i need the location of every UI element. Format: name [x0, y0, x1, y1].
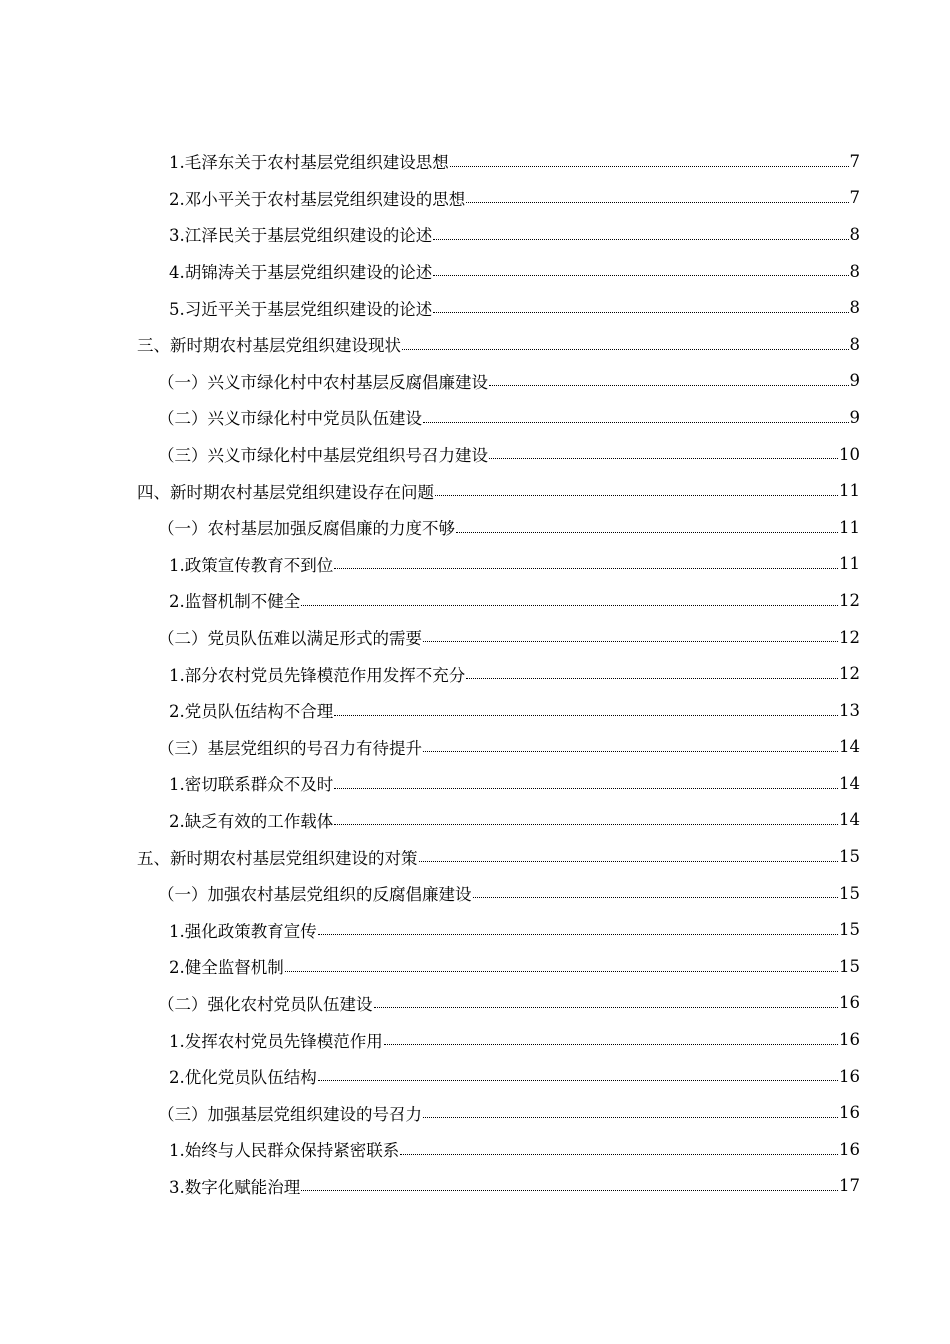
- dot-leader: [423, 1101, 838, 1118]
- toc-entry-page-number: 7: [849, 188, 860, 208]
- toc-entry-title: （二）兴义市绿化村中党员队伍建设: [158, 405, 422, 429]
- toc-entry-page-number: 13: [839, 700, 860, 720]
- toc-entry-page-number: 10: [839, 444, 860, 464]
- toc-entry-title: 1.部分农村党员先锋模范作用发挥不充分: [169, 662, 465, 686]
- toc-entry-title: （三）加强基层党组织建设的号召力: [158, 1101, 422, 1125]
- toc-entry-title: 3.江泽民关于基层党组织建设的论述: [169, 222, 432, 246]
- dot-leader: [318, 918, 838, 935]
- dot-leader: [489, 442, 838, 459]
- toc-entry-title: 2.缺乏有效的工作载体: [169, 808, 333, 832]
- toc-entry-page-number: 14: [839, 737, 860, 757]
- dot-leader: [334, 808, 838, 825]
- toc-entry-page-number: 8: [849, 334, 860, 354]
- toc-entry[interactable]: [137, 326, 860, 363]
- toc-entry[interactable]: [158, 436, 860, 473]
- toc-entry[interactable]: [169, 582, 860, 619]
- dot-leader: [334, 699, 838, 716]
- dot-leader: [466, 662, 838, 679]
- toc-entry-title: 1.政策宣传教育不到位: [169, 552, 333, 576]
- toc-entry-title: 2.优化党员队伍结构: [169, 1064, 317, 1088]
- toc-entry-title: 3.数字化赋能治理: [169, 1174, 300, 1198]
- dot-leader: [374, 991, 839, 1008]
- toc-entry-title: （二）强化农村党员队伍建设: [158, 991, 373, 1015]
- dot-leader: [423, 735, 838, 752]
- toc-entry[interactable]: [158, 363, 860, 400]
- toc-entry-title: 5.习近平关于基层党组织建设的论述: [169, 296, 432, 320]
- dot-leader: [301, 589, 838, 606]
- toc-entry[interactable]: [169, 1058, 860, 1095]
- toc-entry[interactable]: [169, 765, 860, 802]
- toc-entry[interactable]: [169, 1168, 860, 1205]
- dot-leader: [334, 772, 838, 789]
- toc-entry-page-number: 9: [849, 371, 860, 391]
- dot-leader: [402, 333, 849, 350]
- toc-entry-title: 4.胡锦涛关于基层党组织建设的论述: [169, 259, 432, 283]
- toc-entry-title: （一）加强农村基层党组织的反腐倡廉建设: [158, 881, 472, 905]
- toc-entry-page-number: 17: [839, 1176, 860, 1196]
- toc-entry[interactable]: [158, 619, 860, 656]
- toc-entry-title: 1.毛泽东关于农村基层党组织建设思想: [169, 149, 449, 173]
- toc-entry[interactable]: [169, 216, 860, 253]
- toc-entry-title: 2.党员队伍结构不合理: [169, 698, 333, 722]
- toc-entry-page-number: 14: [839, 810, 860, 830]
- dot-leader: [334, 552, 838, 569]
- toc-entry-title: （三）兴义市绿化村中基层党组织号召力建设: [158, 442, 488, 466]
- toc-entry-page-number: 12: [839, 627, 860, 647]
- toc-entry[interactable]: [158, 729, 860, 766]
- toc-entry-title: 四、新时期农村基层党组织建设存在问题: [137, 479, 434, 503]
- toc-entry-page-number: 15: [839, 847, 860, 867]
- toc-entry[interactable]: [169, 1131, 860, 1168]
- toc-entry-title: （一）农村基层加强反腐倡廉的力度不够: [158, 515, 455, 539]
- toc-entry[interactable]: [169, 802, 860, 839]
- toc-entry-title: 1.密切联系群众不及时: [169, 771, 333, 795]
- dot-leader: [489, 369, 849, 386]
- toc-entry-page-number: 16: [839, 1139, 860, 1159]
- toc-entry[interactable]: [169, 180, 860, 217]
- toc-entry-title: 2.监督机制不健全: [169, 588, 300, 612]
- toc-entry[interactable]: [137, 472, 860, 509]
- toc-entry[interactable]: [169, 655, 860, 692]
- dot-leader: [285, 955, 838, 972]
- toc-entry-page-number: 11: [839, 517, 860, 537]
- toc-entry-page-number: 15: [839, 956, 860, 976]
- toc-entry-page-number: 8: [849, 261, 860, 281]
- toc-entry-page-number: 12: [839, 590, 860, 610]
- dot-leader: [419, 845, 839, 862]
- dot-leader: [450, 150, 849, 167]
- toc-entry[interactable]: [158, 509, 860, 546]
- dot-leader: [384, 1028, 838, 1045]
- toc-entry-title: 1.强化政策教育宣传: [169, 918, 317, 942]
- toc-entry[interactable]: [169, 253, 860, 290]
- toc-entry[interactable]: [158, 875, 860, 912]
- toc-entry-page-number: 15: [839, 920, 860, 940]
- toc-entry-page-number: 16: [839, 1066, 860, 1086]
- toc-entry[interactable]: [169, 289, 860, 326]
- toc-entry-title: （一）兴义市绿化村中农村基层反腐倡廉建设: [158, 369, 488, 393]
- toc-entry-page-number: 16: [839, 993, 860, 1013]
- toc-entry-page-number: 16: [839, 1103, 860, 1123]
- toc-entry-page-number: 15: [839, 883, 860, 903]
- dot-leader: [301, 1174, 838, 1191]
- toc-entry-page-number: 16: [839, 1030, 860, 1050]
- toc-entry-title: 1.始终与人民群众保持紧密联系: [169, 1137, 399, 1161]
- toc-entry[interactable]: [169, 546, 860, 583]
- toc-entry-page-number: 11: [839, 481, 860, 501]
- toc-entry[interactable]: [137, 838, 860, 875]
- toc-entry-title: （三）基层党组织的号召力有待提升: [158, 735, 422, 759]
- dot-leader: [433, 259, 848, 276]
- toc-entry-title: 2.健全监督机制: [169, 954, 284, 978]
- dot-leader: [435, 479, 838, 496]
- toc-entry-page-number: 8: [849, 298, 860, 318]
- toc-entry[interactable]: [169, 692, 860, 729]
- toc-entry[interactable]: [169, 948, 860, 985]
- dot-leader: [473, 881, 839, 898]
- toc-entry-title: 五、新时期农村基层党组织建设的对策: [137, 845, 418, 869]
- toc-entry[interactable]: [169, 143, 860, 180]
- toc-entry-title: （二）党员队伍难以满足形式的需要: [158, 625, 422, 649]
- dot-leader: [400, 1138, 838, 1155]
- toc-entry-page-number: 14: [839, 773, 860, 793]
- dot-leader: [423, 406, 849, 423]
- toc-entry-page-number: 8: [849, 224, 860, 244]
- toc-entry-page-number: 12: [839, 664, 860, 684]
- toc-entry[interactable]: [158, 1094, 860, 1131]
- dot-leader: [466, 186, 848, 203]
- toc-entry-page-number: 7: [849, 151, 860, 171]
- toc-entry[interactable]: [158, 399, 860, 436]
- toc-entry-title: 2.邓小平关于农村基层党组织建设的思想: [169, 186, 465, 210]
- dot-leader: [433, 296, 848, 313]
- toc-entry[interactable]: [169, 1021, 860, 1058]
- toc-entry[interactable]: [158, 985, 860, 1022]
- toc-entry-page-number: 11: [839, 554, 860, 574]
- toc-entry-page-number: 9: [849, 407, 860, 427]
- dot-leader: [318, 1064, 838, 1081]
- toc-entry-title: 三、新时期农村基层党组织建设现状: [137, 332, 401, 356]
- dot-leader: [433, 223, 848, 240]
- toc-entry-title: 1.发挥农村党员先锋模范作用: [169, 1028, 383, 1052]
- dot-leader: [423, 625, 838, 642]
- dot-leader: [456, 516, 838, 533]
- table-of-contents: [0, 143, 950, 1204]
- toc-entry[interactable]: [169, 911, 860, 948]
